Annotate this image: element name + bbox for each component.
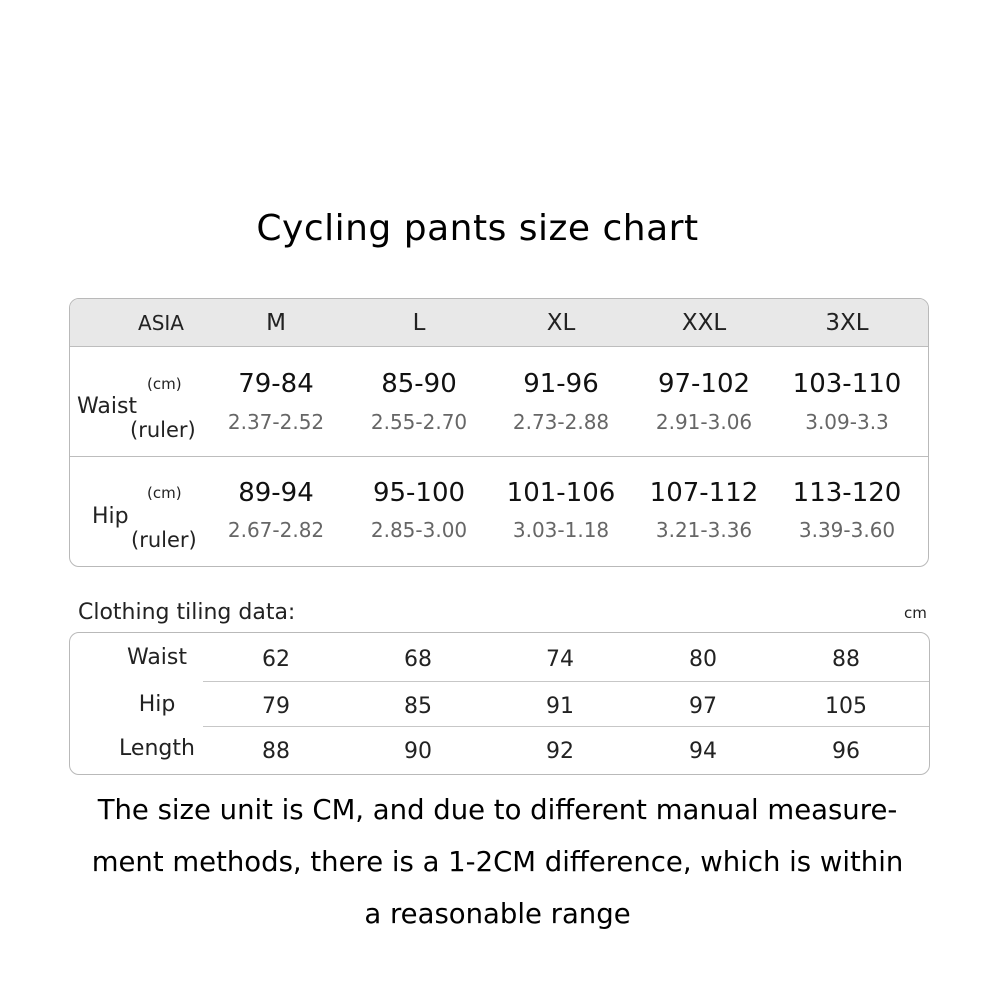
hip-ruler-3xl: 3.39-3.60	[798, 518, 896, 542]
hip-unit: (cm)	[147, 484, 182, 502]
hip-label: Hip	[92, 504, 129, 529]
hip-ruler-xl: 3.03-1.18	[512, 518, 610, 542]
tiling-waist-m: 62	[262, 647, 290, 672]
note-line: The size unit is CM, and due to different manual measure-	[97, 794, 898, 826]
size-header-row	[70, 299, 928, 347]
waist-ruler-xxl: 2.91-3.06	[655, 410, 753, 434]
tiling-length-label: Length	[119, 736, 195, 761]
waist-unit: (cm)	[147, 375, 182, 393]
tiling-table	[69, 632, 930, 775]
tiling-waist-label: Waist	[126, 645, 188, 670]
tiling-unit: cm	[904, 604, 927, 622]
hip-cm-l: 95-100	[372, 478, 466, 508]
row-divider	[70, 456, 928, 457]
hip-ruler-m: 2.67-2.82	[227, 518, 325, 542]
tiling-hip-m: 79	[262, 694, 290, 719]
tiling-hip-label: Hip	[138, 692, 176, 717]
tiling-waist-xxl: 80	[689, 647, 717, 672]
hip-cm-3xl: 113-120	[792, 478, 902, 508]
hip-cm-xxl: 107-112	[649, 478, 759, 508]
hip-ruler-xxl: 3.21-3.36	[655, 518, 753, 542]
waist-cm-xl: 91-96	[523, 369, 599, 399]
size-header-xl: XL	[546, 310, 576, 336]
size-header-l: L	[412, 310, 426, 336]
tiling-waist-xl: 74	[546, 647, 574, 672]
measurement-note	[50, 784, 945, 940]
chart-title: Cycling pants size chart	[256, 208, 699, 249]
tiling-length-m: 88	[262, 739, 290, 764]
region-header: ASIA	[138, 311, 184, 335]
waist-ruler-3xl: 3.09-3.3	[805, 410, 889, 434]
waist-cm-3xl: 103-110	[792, 369, 902, 399]
note-line: a reasonable range	[364, 898, 631, 930]
tiling-hip-xl: 91	[546, 694, 574, 719]
waist-cm-l: 85-90	[381, 369, 457, 399]
tiling-hip-xxl: 97	[689, 694, 717, 719]
hip-cm-xl: 101-106	[506, 478, 616, 508]
tiling-hip-3xl: 105	[825, 694, 867, 719]
waist-label: Waist	[77, 394, 138, 419]
waist-ruler-l: 2.55-2.70	[370, 410, 468, 434]
tiling-waist-l: 68	[404, 647, 432, 672]
size-table	[69, 298, 929, 567]
size-header-m: M	[266, 310, 286, 336]
size-header-xxl: XXL	[681, 310, 727, 336]
tiling-length-xl: 92	[546, 739, 574, 764]
waist-cm-xxl: 97-102	[657, 369, 751, 399]
tiling-label: Clothing tiling data:	[78, 600, 296, 625]
waist-ruler-unit: (ruler)	[130, 418, 196, 442]
tiling-divider	[203, 726, 929, 727]
waist-cm-m: 79-84	[238, 369, 314, 399]
tiling-waist-3xl: 88	[832, 647, 860, 672]
tiling-divider	[203, 681, 929, 682]
tiling-length-xxl: 94	[689, 739, 717, 764]
hip-ruler-l: 2.85-3.00	[370, 518, 468, 542]
tiling-length-3xl: 96	[832, 739, 860, 764]
waist-ruler-m: 2.37-2.52	[227, 410, 325, 434]
hip-ruler-unit: (ruler)	[131, 528, 197, 552]
hip-cm-m: 89-94	[238, 478, 314, 508]
tiling-hip-l: 85	[404, 694, 432, 719]
size-header-3xl: 3XL	[825, 310, 869, 336]
tiling-length-l: 90	[404, 739, 432, 764]
waist-ruler-xl: 2.73-2.88	[512, 410, 610, 434]
note-line: ment methods, there is a 1-2CM difference, which is within	[91, 846, 904, 878]
